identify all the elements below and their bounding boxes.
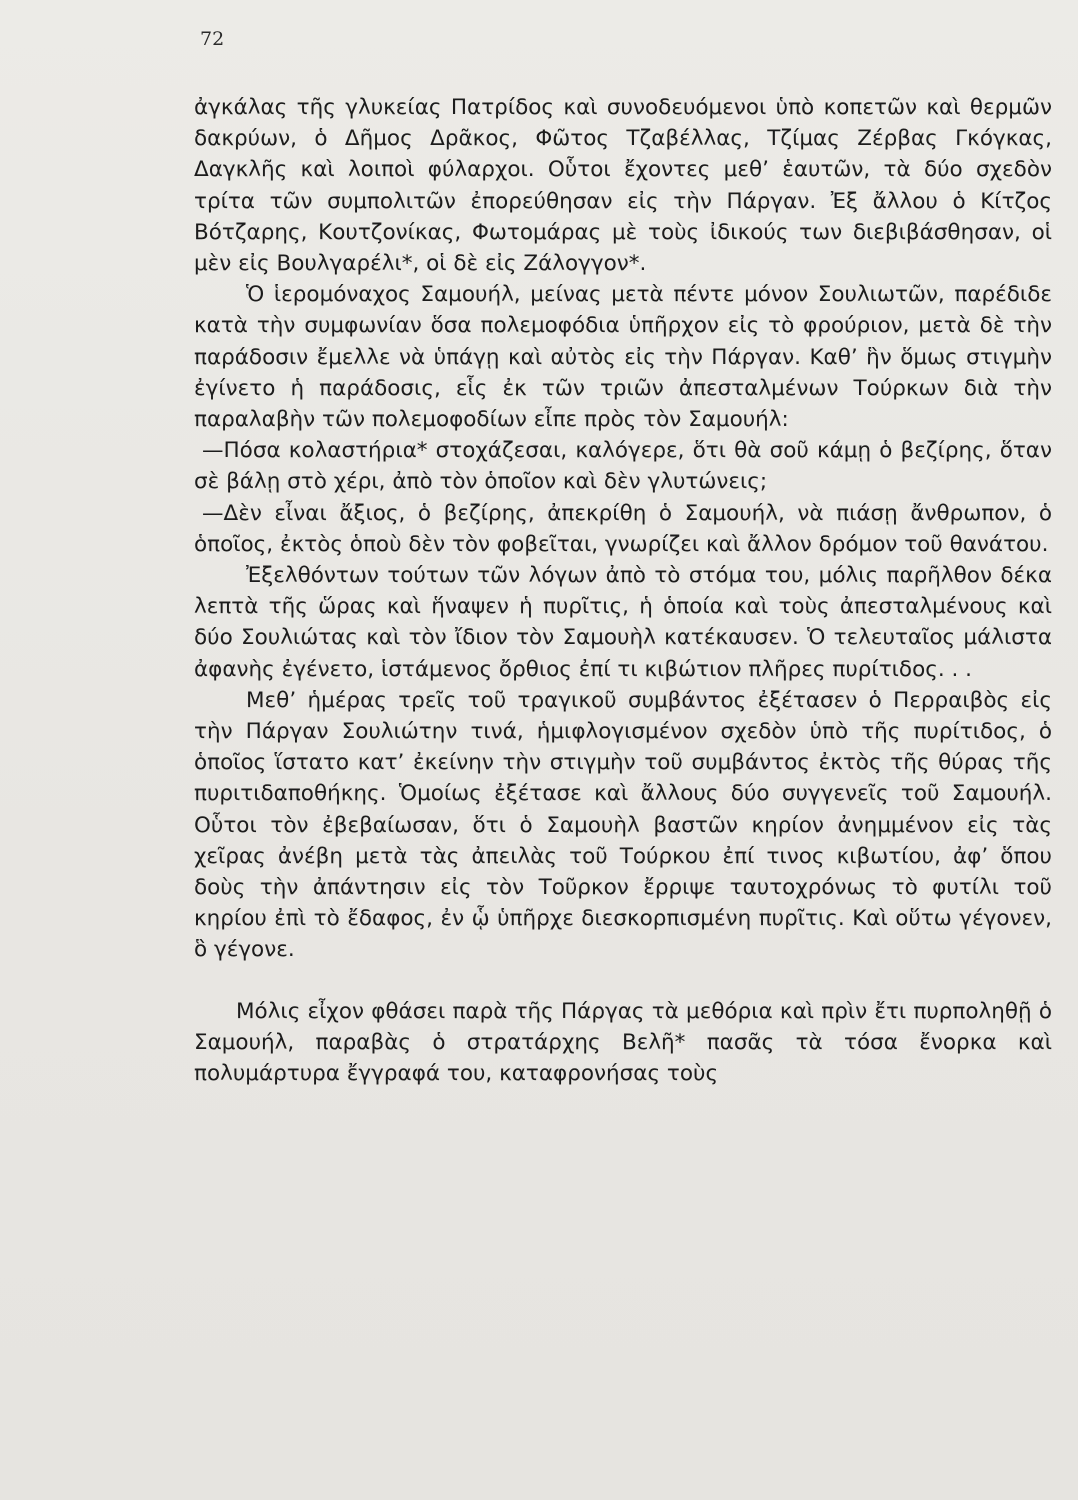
dialogue-question: —Πόσα κολαστήρια* στοχάζεσαι, καλόγερε, ὅτι θὰ σοῦ κάμῃ ὁ βεζίρης, ὅταν σὲ βάλῃ στὸ χέρι, ἀπὸ τὸν ὁποῖον καὶ δὲν γλυτώνεις; (194, 438, 1052, 495)
paragraph-explosion: Ἐξελθόντων τούτων τῶν λόγων ἀπὸ τὸ στόμα του, μόλις παρῆλθον δέκα λεπτὰ τῆς ὥρας καὶ ἥναψεν ἡ πυρῖτις, ἡ ὁποία καὶ τοὺς ἀπεσταλμένους καὶ δύο Σουλιώτας καὶ τὸν ἴδιον τὸν Σαμουὴλ κατέκαυσεν. Ὁ τελευταῖος μάλιστα ἀφανὴς ἐγένετο, ἱστάμενος ὄρθιος ἐπί τι κιβώτιον πλῆρες πυρίτιδος. . . (194, 563, 1052, 682)
dialogue-answer: —Δὲν εἶναι ἄξιος, ὁ βεζίρης, ἀπεκρίθη ὁ Σαμουήλ, νὰ πιάσῃ ἄνθρωπον, ὁ ὁποῖος, ἐκτὸς ὁποὺ δὲν τὸν φοβεῖται, γνωρίζει καὶ ἄλλον δρόμον τοῦ θανάτου. (194, 500, 1052, 557)
page-number: 72 (200, 28, 225, 50)
paragraph-2: Ὁ ἱερομόναχος Σαμουήλ, μείνας μετὰ πέντε μόνον Σουλιωτῶν, παρέδιδε κατὰ τὴν συμφωνίαν ὅσα πολεμοφόδια ὑπῆρχον εἰς τὸ φρούριον, μετὰ δὲ τὴν παράδοσιν ἔμελλε νὰ ὑπάγῃ καὶ αὐτὸς εἰς τὴν Πάργαν. Καθ’ ἣν ὅμως στιγμὴν ἐγίνετο ἡ παράδοσις, εἷς ἐκ τῶν τριῶν ἀπεσταλμένων Τούρκων διὰ τὴν παραλαβὴν τῶν πολεμοφοδίων εἶπε πρὸς τὸν Σαμουήλ: (194, 282, 1052, 433)
paragraph-1: ἀγκάλας τῆς γλυκείας Πατρίδος καὶ συνοδευόμενοι ὑπὸ κοπετῶν καὶ θερμῶν δακρύων, ὁ Δῆμος Δρᾶκος, Φῶτος Τζαβέλλας, Τζίμας Ζέρβας Γκόγκας, Δαγκλῆς καὶ λοιποὶ φύλαρχοι. Οὗτοι ἔχοντες μεθ’ ἑαυτῶν, τὰ δύο σχεδὸν τρίτα τῶν συμπολιτῶν ἐπορεύθησαν εἰς τὴν Πάργαν. Ἐξ ἄλλου ὁ Κίτζος Βότζαρης, Κουτζονίκας, Φωτομάρας μὲ τοὺς ἰδικούς των διεβιβάσθησαν, οἱ μὲν εἰς Βουλγαρέλι*, οἱ δὲ εἰς Ζάλογγον*. (194, 95, 1052, 277)
paragraph-parga: Μόλις εἶχον φθάσει παρὰ τῆς Πάργας τὰ μεθόρια καὶ πρὶν ἔτι πυρποληθῇ ὁ Σαμουήλ, παραβὰς ὁ στρατάρχης Βελῆ* πασᾶς τὰ τόσα ἔνορκα καὶ πολυμάρτυρα ἔγγραφά του, καταφρονήσας τοὺς (194, 998, 1052, 1087)
paragraph-testimony: Μεθ’ ἡμέρας τρεῖς τοῦ τραγικοῦ συμβάντος ἐξέτασεν ὁ Περραιβὸς εἰς τὴν Πάργαν Σουλιώτην τινά, ἡμιφλογισμένον σχεδὸν ὑπὸ τῆς πυρίτιδος, ὁ ὁποῖος ἵστατο κατ’ ἐκείνην τὴν στιγμὴν τοῦ συμβάντος ἐκτὸς τῆς θύρας τῆς πυριτιδαποθήκης. Ὁμοίως ἐξέτασε καὶ ἄλλους δύο συγγενεῖς τοῦ Σαμουήλ. Οὗτοι τὸν ἐβεβαίωσαν, ὅτι ὁ Σαμουὴλ βαστῶν κηρίον ἀνημμένον εἰς τὰς χεῖρας ἀνέβη μετὰ τὰς ἀπειλὰς τοῦ Τούρκου ἐπί τινος κιβωτίου, ἀφ’ ὅπου δοὺς τὴν ἀπάντησιν εἰς τὸν Τοῦρκον ἔρριψε ταυτοχρόνως τὸ φυτίλι τοῦ κηρίου ἐπὶ τὸ ἔδαφος, ἐν ᾧ ὑπῆρχε διεσκορπισμένη πυρῖτις. Καὶ οὕτω γέγονεν, ὃ γέγονε. (194, 687, 1052, 963)
body-text (194, 92, 1052, 1089)
